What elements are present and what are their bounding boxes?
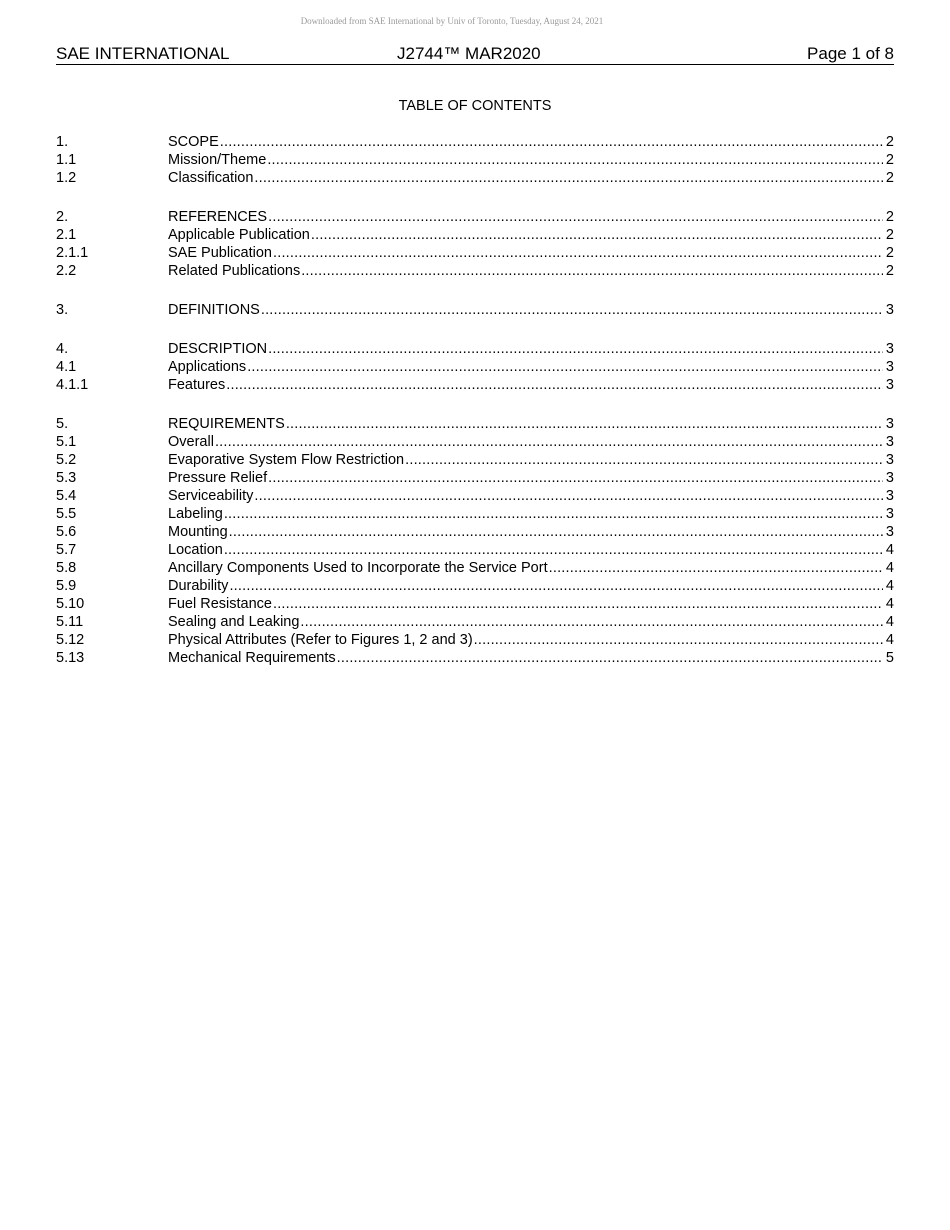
toc-title: TABLE OF CONTENTS: [398, 98, 552, 114]
toc-row: [56, 376, 894, 394]
toc-row: [56, 226, 894, 244]
toc-page-number: 4: [883, 559, 894, 577]
toc-section-title: Related Publications: [168, 263, 301, 279]
toc-page-number: 2: [883, 262, 894, 280]
toc-section-title: Evaporative System Flow Restriction: [168, 452, 405, 468]
toc-section-title: Mission/Theme: [168, 152, 267, 168]
toc-section-number: 5.: [56, 416, 69, 432]
toc-row: [56, 133, 894, 151]
toc-page-number: 3: [883, 505, 894, 523]
toc-section-number: 5.5: [56, 506, 77, 522]
toc-page-number: 4: [883, 631, 894, 649]
toc-section-title: DESCRIPTION: [168, 341, 268, 357]
toc-section-number: 2.1: [56, 227, 77, 243]
toc-page-number: 4: [883, 541, 894, 559]
toc-page-number: 2: [883, 169, 894, 187]
toc-section-title: Applications: [168, 359, 247, 375]
toc-page-number: 3: [883, 415, 894, 433]
toc-row: [56, 208, 894, 226]
toc-page-number: 3: [883, 433, 894, 451]
toc-section-title: Durability: [168, 578, 229, 594]
toc-section-title: Mounting: [168, 524, 228, 540]
toc-section-title: Ancillary Components Used to Incorporate the Service Port: [168, 560, 548, 576]
toc-section-number: 5.10: [56, 596, 85, 612]
toc-section-number: 1.2: [56, 170, 77, 186]
toc-page-number: 2: [883, 244, 894, 262]
toc-section-title: SAE Publication: [168, 245, 272, 261]
toc-section-number: 5.9: [56, 578, 77, 594]
download-watermark: Downloaded from SAE International by Univ of Toronto, Tuesday, August 24, 2021: [300, 16, 604, 26]
toc-section-number: 5.3: [56, 470, 77, 486]
document-id: J2744™ MAR2020: [397, 44, 541, 63]
toc-section-title: Classification: [168, 170, 254, 186]
toc-section-title: SCOPE: [168, 134, 219, 150]
toc-section-number: 2.: [56, 209, 69, 225]
toc-row: [56, 487, 894, 505]
toc-row: [56, 244, 894, 262]
toc-page-number: 4: [883, 595, 894, 613]
table-of-contents: [56, 133, 894, 667]
toc-row: [56, 559, 894, 577]
toc-section-number: 3.: [56, 302, 69, 318]
toc-page-number: 3: [883, 523, 894, 541]
toc-section-number: 5.6: [56, 524, 77, 540]
toc-section-title: Overall: [168, 434, 214, 450]
toc-row: [56, 151, 894, 169]
toc-section-number: 5.7: [56, 542, 77, 558]
toc-row: [56, 301, 894, 319]
toc-section-number: 5.13: [56, 650, 85, 666]
toc-row: [56, 169, 894, 187]
toc-section-title: Applicable Publication: [168, 227, 310, 243]
toc-row: [56, 649, 894, 667]
toc-row: [56, 469, 894, 487]
toc-section-title: Sealing and Leaking: [168, 614, 300, 630]
toc-row: [56, 415, 894, 433]
toc-page-number: 3: [883, 376, 894, 394]
toc-page-number: 3: [883, 301, 894, 319]
toc-page-number: 4: [883, 613, 894, 631]
toc-row: [56, 595, 894, 613]
toc-page-number: 2: [883, 226, 894, 244]
toc-section-number: 5.12: [56, 632, 85, 648]
toc-page-number: 5: [883, 649, 894, 667]
toc-section-title: Serviceability: [168, 488, 254, 504]
toc-row: [56, 340, 894, 358]
toc-section-title: REFERENCES: [168, 209, 268, 225]
toc-section-number: 1.: [56, 134, 69, 150]
toc-row: [56, 262, 894, 280]
toc-page-number: 3: [883, 469, 894, 487]
toc-row: [56, 505, 894, 523]
toc-page-number: 3: [883, 451, 894, 469]
toc-row: [56, 358, 894, 376]
toc-section-title: DEFINITIONS: [168, 302, 260, 318]
toc-section-number: 5.4: [56, 488, 77, 504]
toc-section-title: Physical Attributes (Refer to Figures 1, 2 and 3): [168, 632, 473, 648]
toc-row: [56, 577, 894, 595]
toc-section-number: 4.1.1: [56, 377, 89, 393]
toc-section-number: 5.1: [56, 434, 77, 450]
toc-row: [56, 433, 894, 451]
toc-section-title: Features: [168, 377, 226, 393]
toc-section-number: 2.2: [56, 263, 77, 279]
toc-section-number: 5.8: [56, 560, 77, 576]
toc-page-number: 2: [883, 208, 894, 226]
toc-section-title: Fuel Resistance: [168, 596, 272, 612]
toc-row: [56, 613, 894, 631]
page-number: Page 1 of 8: [807, 44, 894, 63]
page-header: [56, 44, 894, 65]
toc-section-title: REQUIREMENTS: [168, 416, 285, 432]
toc-row: [56, 451, 894, 469]
toc-section-number: 5.11: [56, 614, 84, 630]
toc-section-title: Labeling: [168, 506, 223, 522]
toc-section-title: Location: [168, 542, 223, 558]
toc-section-title: Pressure Relief: [168, 470, 268, 486]
toc-section-number: 4.1: [56, 359, 77, 375]
org-name: SAE INTERNATIONAL: [56, 44, 230, 63]
toc-row: [56, 541, 894, 559]
toc-section-number: 1.1: [56, 152, 77, 168]
toc-section-number: 2.1.1: [56, 245, 89, 261]
toc-row: [56, 523, 894, 541]
toc-page-number: 3: [883, 487, 894, 505]
toc-page-number: 2: [883, 151, 894, 169]
toc-page-number: 3: [883, 358, 894, 376]
toc-page-number: 4: [883, 577, 894, 595]
toc-section-number: 5.2: [56, 452, 77, 468]
toc-section-title: Mechanical Requirements: [168, 650, 336, 666]
toc-page-number: 2: [883, 133, 894, 151]
toc-row: [56, 631, 894, 649]
toc-section-number: 4.: [56, 341, 69, 357]
toc-page-number: 3: [883, 340, 894, 358]
